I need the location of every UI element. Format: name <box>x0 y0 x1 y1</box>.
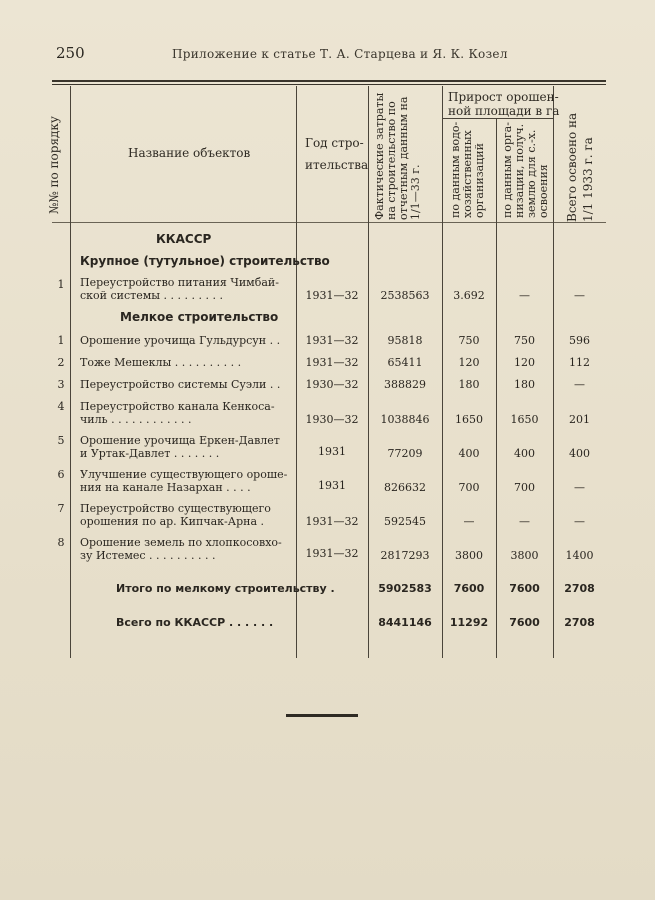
row-growth-b: — <box>519 289 530 302</box>
row-name-line2: орошения по ар. Кипчак-Арна . <box>80 515 265 528</box>
total-small-cost: 5902583 <box>378 582 432 595</box>
row-growth-b: 180 <box>514 378 535 391</box>
header-growth-a-2: хозяйственных <box>461 130 474 218</box>
row-cost: 826632 <box>384 481 426 494</box>
section-large: Крупное (тутульное) строительство <box>80 254 330 268</box>
row-cost: 65411 <box>387 356 423 369</box>
group-rule <box>442 118 553 119</box>
row-name-line1: Переустройство системы Суэли . . <box>80 378 281 391</box>
header-growth-b-3: землю для с.-х. <box>525 129 538 218</box>
total-small-c: 2708 <box>564 582 595 595</box>
header-cost-2: на строительство по <box>385 101 398 220</box>
row-year: 1931—32 <box>305 356 359 369</box>
row-year: 1930—32 <box>305 413 359 426</box>
row-name-line2: ния на канале Назархан . . . . <box>80 481 251 494</box>
header-year-1: Год стро- <box>305 136 364 150</box>
row-cost: 2538563 <box>380 289 430 302</box>
running-head: Приложение к статье Т. А. Старцева и Я. К. Козел <box>172 47 508 61</box>
row-growth-b: 1650 <box>510 413 539 426</box>
header-growth-1: Прирост орошен- <box>448 90 559 104</box>
row-growth-a: 700 <box>458 481 480 494</box>
row-growth-a: 3800 <box>455 549 483 562</box>
grand-total-cost: 8441146 <box>378 616 432 629</box>
col-line <box>296 86 297 658</box>
total-small-b: 7600 <box>509 582 540 595</box>
header-year-2: ительства <box>305 158 369 172</box>
row-name-line2: чиль . . . . . . . . . . . . <box>80 413 192 426</box>
row-name-line1: Переустройство существующего <box>80 502 271 515</box>
top-rule-thin <box>52 84 606 85</box>
header-growth-a-3: организаций <box>473 143 486 218</box>
total-small-label: Итого по мелкому строительству . <box>116 582 335 595</box>
grand-total-label: Всего по ККАССР . . . . . . <box>116 616 274 629</box>
row-name-line1: Переустройство канала Кенкоса- <box>80 400 275 413</box>
row-growth-a: 180 <box>458 378 480 391</box>
header-rule <box>52 222 606 223</box>
row-name-line1: Орошение земель по хлопкосовхо- <box>80 536 282 549</box>
col-line <box>70 86 71 658</box>
header-no: №№ по порядку <box>47 116 61 214</box>
row-no: 1 <box>57 278 65 291</box>
col-line <box>553 86 554 658</box>
header-growth-a-1: по данным водо- <box>449 121 462 218</box>
row-no: 4 <box>57 400 65 413</box>
row-mastered: — <box>574 515 585 528</box>
header-cost-1: Фактические затраты <box>373 92 386 220</box>
row-growth-a: 750 <box>458 334 480 347</box>
row-no: 6 <box>57 468 65 481</box>
row-cost: 1038846 <box>380 413 430 426</box>
total-small-a: 7600 <box>453 582 485 595</box>
row-mastered: — <box>574 378 585 391</box>
row-mastered: — <box>574 289 585 302</box>
row-year: 1931—32 <box>305 334 359 347</box>
row-growth-b: 400 <box>514 447 535 460</box>
row-cost: 388829 <box>384 378 426 391</box>
header-growth-b-2: низации, получ. <box>513 123 526 218</box>
row-mastered: 596 <box>569 334 590 347</box>
row-no: 7 <box>57 502 65 515</box>
row-year: 1930—32 <box>305 378 359 391</box>
row-mastered: — <box>574 481 585 494</box>
row-name-line1: Орошение урочища Еркен-Давлет <box>80 434 280 447</box>
row-growth-b: 120 <box>514 356 535 369</box>
row-cost: 2817293 <box>380 549 430 562</box>
row-mastered: 112 <box>569 356 590 369</box>
end-rule <box>286 714 358 717</box>
row-growth-a: 3.692 <box>453 289 485 302</box>
grand-total-a: 11292 <box>449 616 489 629</box>
page-number: 250 <box>56 44 85 62</box>
row-no: 5 <box>57 434 65 447</box>
row-no: 8 <box>57 536 65 549</box>
header-name: Название объектов <box>128 146 251 160</box>
row-year: 1931—32 <box>305 515 359 528</box>
row-growth-b: — <box>519 515 530 528</box>
header-mastered-2: 1/1 1933 г. га <box>581 137 595 222</box>
row-year: 1931 <box>318 445 346 458</box>
row-name-line2: ской системы . . . . . . . . . <box>80 289 223 302</box>
col-line <box>442 86 443 658</box>
row-cost: 77209 <box>387 447 423 460</box>
row-growth-b: 3800 <box>510 549 539 562</box>
row-cost: 95818 <box>387 334 423 347</box>
grand-total-c: 2708 <box>564 616 595 629</box>
row-name-line1: Переустройство питания Чимбай- <box>80 276 279 289</box>
row-no: 2 <box>57 356 65 369</box>
row-growth-a: 400 <box>458 447 480 460</box>
row-name-line2: и Уртак-Давлет . . . . . . . <box>80 447 220 460</box>
row-name-line2: зу Истемес . . . . . . . . . . <box>80 549 216 562</box>
row-growth-b: 750 <box>514 334 535 347</box>
row-year: 1931—32 <box>305 289 359 302</box>
row-mastered: 400 <box>569 447 590 460</box>
row-name-line1: Орошение урочища Гульдурсун . . <box>80 334 281 347</box>
row-growth-a: 1650 <box>455 413 483 426</box>
header-growth-b-4: освоения <box>537 164 550 218</box>
row-mastered: 1400 <box>565 549 594 562</box>
section-small: Мелкое строительство <box>120 310 279 324</box>
row-name-line1: Улучшение существующего ороше- <box>80 468 288 481</box>
header-cost-3: отчетным данным на <box>397 96 410 220</box>
row-growth-b: 700 <box>514 481 535 494</box>
row-no: 1 <box>57 334 65 347</box>
header-mastered-1: Всего освоено на <box>565 112 579 222</box>
row-year: 1931 <box>318 479 346 492</box>
row-growth-a: — <box>463 515 475 528</box>
row-mastered: 201 <box>569 413 590 426</box>
top-rule <box>52 80 606 82</box>
header-cost-4: 1/1—33 г. <box>409 164 422 220</box>
row-year: 1931—32 <box>305 547 359 560</box>
grand-total-b: 7600 <box>509 616 540 629</box>
row-growth-a: 120 <box>458 356 480 369</box>
row-no: 3 <box>57 378 65 391</box>
row-name-line1: Тоже Мешеклы . . . . . . . . . . <box>80 356 242 369</box>
header-growth-2: ной площади в га <box>448 104 560 118</box>
row-cost: 592545 <box>384 515 426 528</box>
header-growth-b-1: по данным орга- <box>501 122 514 218</box>
region-heading: ККАССР <box>156 232 212 246</box>
